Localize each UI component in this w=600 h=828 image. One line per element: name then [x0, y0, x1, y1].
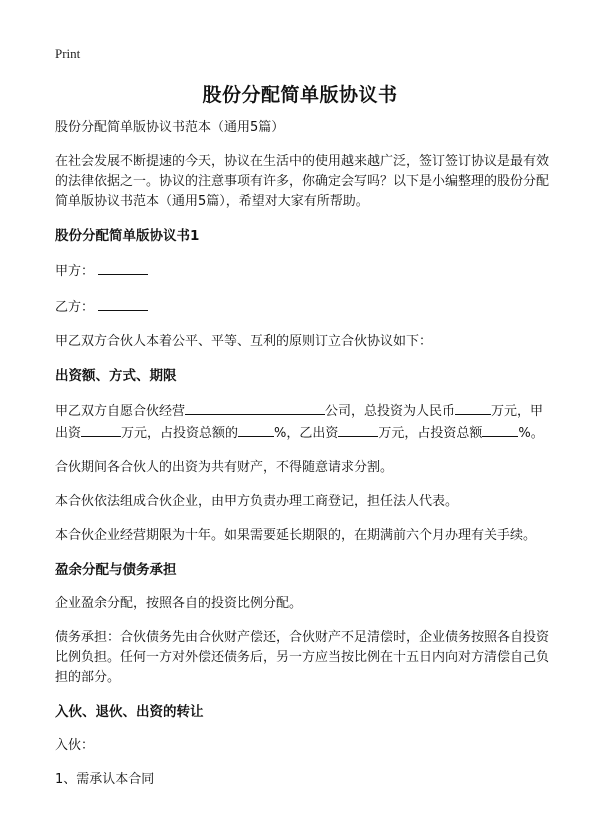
section-heading-profit: 盈余分配与债务承担: [55, 562, 177, 578]
debt-paragraph: 债务承担：合伙债务先由合伙财产偿还，合伙财产不足清偿时，企业债务按照各自投资比例负担。任何一方对外偿还债务后，另一方应当按比例在十五日内向对方清偿自己负担的部分。: [55, 630, 550, 685]
join-item-1: 1、需承认本合同: [55, 772, 155, 787]
capital-text-2: 公司，总投资为人民币: [325, 404, 456, 419]
capital-text-1: 甲乙双方自愿合伙经营: [55, 404, 186, 419]
capital-text-4: 万元，占投资总额的: [121, 426, 239, 441]
document-body: [55, 118, 555, 804]
company-name-blank: [185, 400, 325, 415]
document-subtitle: 股份分配简单版协议书范本（通用5篇）: [55, 120, 285, 135]
party-b-blank: [98, 296, 148, 311]
capital-paragraph: [55, 400, 555, 444]
section-heading-agreement-1: 股份分配简单版协议书1: [55, 228, 200, 244]
section-heading-transfer: 入伙、退伙、出资的转让: [55, 704, 204, 720]
intro-paragraph: 在社会发展不断提速的今天，协议在生活中的使用越来越广泛，签订签订协议是最有效的法律依据之一。协议的注意事项有许多，你确定会写吗？以下是小编整理的股份分配简单版协议书范本（通用5篇），希望对大家有所帮助。: [55, 154, 550, 209]
party-a-blank: [98, 260, 148, 275]
total-investment-blank: [455, 400, 491, 415]
page-title: 股份分配简单版协议书: [202, 84, 398, 106]
capital-text-6: 万元，占投资总额: [378, 426, 483, 441]
section-heading-capital: 出资额、方式、期限: [55, 368, 177, 384]
party-a-line: [55, 260, 555, 282]
capital-text-5: %，乙出资: [274, 426, 339, 441]
party-a-amount-blank: [81, 422, 121, 437]
print-link[interactable]: Print: [55, 46, 81, 61]
profit-paragraph: 企业盈余分配，按照各自的投资比例分配。: [55, 596, 303, 611]
party-b-line: [55, 296, 555, 318]
party-b-amount-blank: [338, 422, 378, 437]
party-b-percent-blank: [482, 422, 518, 437]
party-a-label: 甲方：: [55, 264, 95, 279]
party-a-percent-blank: [238, 422, 274, 437]
term-paragraph: 本合伙企业经营期限为十年。如果需要延长期限的，在期满前六个月办理有关手续。: [55, 528, 537, 543]
common-property-paragraph: 合伙期间各合伙人的出资为共有财产，不得随意请求分割。: [55, 460, 394, 475]
capital-text-3: 万元，甲出资: [55, 404, 544, 441]
join-label: 入伙：: [55, 738, 95, 753]
principle-paragraph: 甲乙双方合伙人本着公平、平等、互利的原则订立合伙协议如下：: [55, 334, 433, 349]
capital-text-7: %。: [518, 426, 544, 441]
party-b-label: 乙方：: [55, 300, 95, 315]
registration-paragraph: 本合伙依法组成合伙企业，由甲方负责办理工商登记，担任法人代表。: [55, 494, 459, 509]
